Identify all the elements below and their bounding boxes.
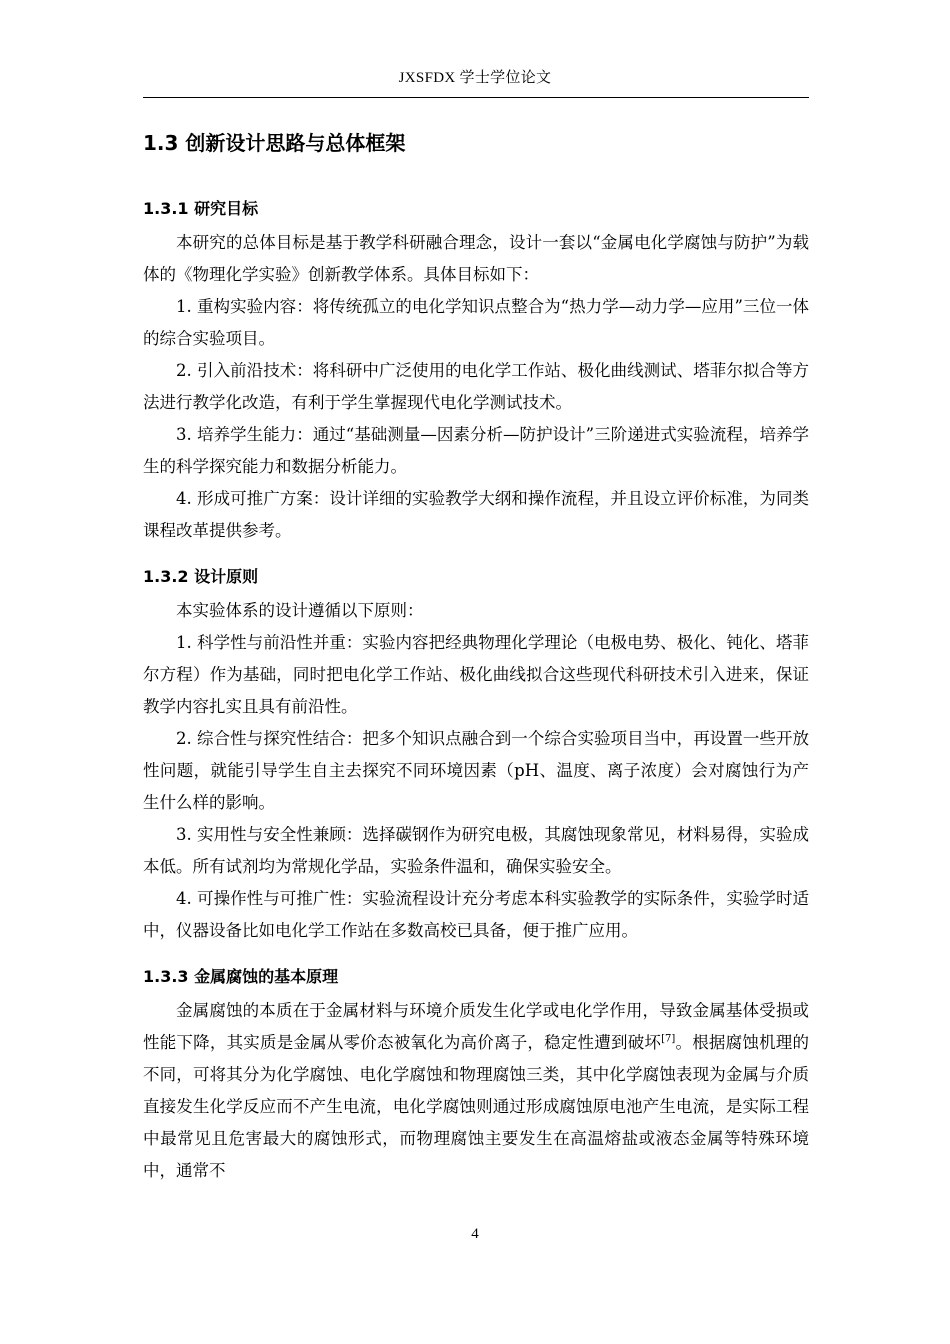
page-body [143, 117, 809, 1187]
page-number: 4 [471, 1226, 479, 1242]
corrosion-principles-paragraph [143, 995, 809, 1187]
subsection-heading-corrosion-principles: 1.3.3 金属腐蚀的基本原理 [143, 967, 339, 986]
paragraph-text-part-2: 。根据腐蚀机理的不同，可将其分为化学腐蚀、电化学腐蚀和物理腐蚀三类，其中化学腐蚀表现为金属与介质直接发生化学反应而不产生电流，电化学腐蚀则通过形成腐蚀原电池产生电流，是实际工程中最常见且危害最大的腐蚀形式，而物理腐蚀主要发生在高温熔盐或液态金属等特殊环境中，通常不 [143, 1033, 810, 1180]
research-goals-intro: 本研究的总体目标是基于教学科研融合理念，设计一套以“金属电化学腐蚀与防护”为载体的《物理化学实验》创新教学体系。具体目标如下： [143, 233, 809, 284]
research-goal-item: 2. 引入前沿技术：将科研中广泛使用的电化学工作站、极化曲线测试、塔菲尔拟合等方法进行教学化改造，有利于学生掌握现代电化学测试技术。 [143, 361, 809, 412]
citation-ref[interactable]: [7] [661, 1033, 676, 1045]
design-principle-item: 2. 综合性与探究性结合：把多个知识点融合到一个综合实验项目当中，再设置一些开放性问题，就能引导学生自主去探究不同环境因素（pH、温度、离子浓度）会对腐蚀行为产生什么样的影响。 [143, 729, 809, 812]
design-principle-item: 1. 科学性与前沿性并重：实验内容把经典物理化学理论（电极电势、极化、钝化、塔菲尔方程）作为基础，同时把电化学工作站、极化曲线拟合这些现代科研技术引入进来，保证教学内容扎实且具有前沿性。 [143, 633, 809, 716]
research-goal-item: 1. 重构实验内容：将传统孤立的电化学知识点整合为“热力学—动力学—应用”三位一体的综合实验项目。 [143, 297, 809, 348]
design-principle-item: 4. 可操作性与可推广性：实验流程设计充分考虑本科实验教学的实际条件，实验学时适中，仪器设备比如电化学工作站在多数高校已具备，便于推广应用。 [143, 889, 809, 940]
subsection-heading-design-principles: 1.3.2 设计原则 [143, 567, 259, 586]
research-goal-item: 4. 形成可推广方案：设计详细的实验教学大纲和操作流程，并且设立评价标准，为同类课程改革提供参考。 [143, 489, 809, 540]
design-principle-item: 3. 实用性与安全性兼顾：选择碳钢作为研究电极，其腐蚀现象常见，材料易得，实验成本低。所有试剂均为常规化学品，实验条件温和，确保实验安全。 [143, 825, 809, 876]
paragraph-text-part-1: 金属腐蚀的本质在于金属材料与环境介质发生化学或电化学作用，导致金属基体受损或性能下降，其实质是金属从零价态被氧化为高价离子，稳定性遭到破坏 [143, 1001, 809, 1052]
research-goal-item: 3. 培养学生能力：通过“基础测量—因素分析—防护设计”三阶递进式实验流程，培养学生的科学探究能力和数据分析能力。 [143, 425, 809, 476]
section-heading: 1.3 创新设计思路与总体框架 [143, 131, 406, 155]
design-principles-intro: 本实验体系的设计遵循以下原则： [176, 601, 424, 620]
subsection-heading-research-goals: 1.3.1 研究目标 [143, 199, 259, 218]
header-rule [143, 97, 809, 98]
running-header: JXSFDX 学士学位论文 [398, 70, 552, 86]
